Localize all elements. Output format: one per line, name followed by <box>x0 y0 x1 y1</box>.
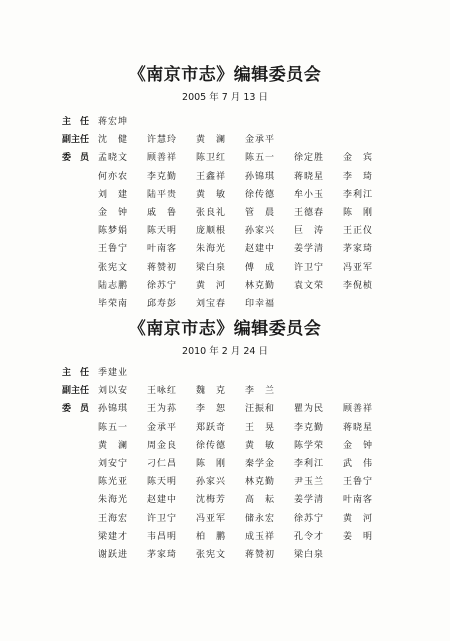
member-name: 金承平 <box>147 422 178 433</box>
member-row <box>62 186 392 204</box>
member-name: 茅家琦 <box>343 244 374 255</box>
role-label-spacer <box>62 295 98 313</box>
member-name: 孙锦琪 <box>245 171 276 182</box>
member-name: 孙家兴 <box>196 477 227 488</box>
member-name: 陈 刚 <box>343 207 374 218</box>
member-row <box>62 437 392 455</box>
member-name: 刘宝春 <box>196 298 227 309</box>
member-name: 季建业 <box>98 368 129 378</box>
member-name: 谢跃进 <box>98 549 129 560</box>
member-name: 孟晓文 <box>98 153 129 164</box>
role-list <box>62 364 392 564</box>
member-name: 王咏红 <box>147 386 178 397</box>
role-label-spacer <box>62 240 98 258</box>
section-title: 《南京市志》编辑委员会 <box>128 65 322 85</box>
member-name: 姜学清 <box>294 495 325 506</box>
member-names <box>98 168 392 186</box>
member-name: 韦昌明 <box>147 531 178 542</box>
member-name: 陈光亚 <box>98 477 129 488</box>
member-name: 陈五一 <box>98 422 129 433</box>
member-name: 金 钟 <box>98 207 129 218</box>
member-name: 刘以安 <box>98 386 129 397</box>
member-name: 魏 克 <box>196 386 227 397</box>
member-name: 庞顺根 <box>196 226 227 237</box>
role-label-spacer <box>62 510 98 528</box>
member-name: 李倪桢 <box>343 280 374 291</box>
member-names <box>98 277 392 295</box>
member-row <box>62 419 392 437</box>
member-name: 梁白泉 <box>196 262 227 273</box>
member-name: 刁仁昌 <box>147 458 178 469</box>
member-name: 冯亚军 <box>343 262 374 273</box>
role-list <box>62 113 392 313</box>
member-names <box>98 113 392 131</box>
member-name: 朱海光 <box>98 495 129 506</box>
member-name: 许卫宁 <box>294 262 325 273</box>
member-name: 陈梦娟 <box>98 226 129 237</box>
member-row <box>62 491 392 509</box>
section-date: 2010 年 2 月 24 日 <box>182 346 268 357</box>
member-name: 许卫宁 <box>147 513 178 524</box>
member-name: 巨 涛 <box>294 226 325 237</box>
section-date: 2005 年 7 月 13 日 <box>182 92 268 103</box>
member-name: 王海宏 <box>98 513 129 524</box>
member-name: 袁文荣 <box>294 280 325 291</box>
member-name: 戚 鲁 <box>147 207 178 218</box>
member-name: 姜 明 <box>343 531 374 542</box>
member-name: 孔令才 <box>294 531 325 542</box>
member-row <box>62 168 392 186</box>
member-row <box>62 510 392 528</box>
member-names <box>98 546 392 564</box>
member-name: 徐苏宁 <box>294 513 325 524</box>
member-name: 徐苏宁 <box>147 280 178 291</box>
member-name: 许慧玲 <box>147 135 178 146</box>
member-name: 叶南客 <box>343 495 374 506</box>
member-names <box>98 222 392 240</box>
member-name: 李克勤 <box>147 171 178 182</box>
member-name: 黄 敏 <box>245 440 276 451</box>
member-name: 瞿为民 <box>294 404 325 415</box>
member-name: 沈梅芳 <box>196 495 227 506</box>
role-label-spacer <box>62 491 98 509</box>
member-row <box>62 222 392 240</box>
role-label: 主 任 <box>62 368 90 378</box>
member-row <box>62 382 392 400</box>
member-name: 郑跃奇 <box>196 422 227 433</box>
member-names <box>98 149 392 167</box>
member-names <box>98 455 392 473</box>
member-row <box>62 295 392 313</box>
member-name: 周金良 <box>147 440 178 451</box>
member-names <box>98 419 392 437</box>
member-name: 陈天明 <box>147 477 178 488</box>
member-name: 何亦农 <box>98 171 129 182</box>
member-name: 柏 鹏 <box>196 531 227 542</box>
member-name: 陈天明 <box>147 226 178 237</box>
member-name: 黄 澜 <box>196 135 227 146</box>
member-name: 王为荪 <box>147 404 178 415</box>
member-name: 梁建才 <box>98 531 129 542</box>
member-name: 赵建中 <box>245 244 276 255</box>
member-name: 徐传德 <box>196 440 227 451</box>
committee-section-2010 <box>0 318 450 560</box>
role-label-spacer <box>62 222 98 240</box>
role-label: 副主任 <box>62 386 90 397</box>
role-label-spacer <box>62 186 98 204</box>
member-name: 叶南客 <box>147 244 178 255</box>
member-names <box>98 259 392 277</box>
member-name: 沈 健 <box>98 135 129 146</box>
role-label: 主 任 <box>62 117 90 127</box>
member-name: 尹玉兰 <box>294 477 325 488</box>
member-name: 冯亚军 <box>196 513 227 524</box>
member-name: 王 晃 <box>245 422 276 433</box>
member-name: 黄 河 <box>196 280 227 291</box>
member-name: 孙家兴 <box>245 226 276 237</box>
member-names <box>98 186 392 204</box>
member-name: 成玉祥 <box>245 531 276 542</box>
role-label: 副主任 <box>62 135 90 146</box>
member-row <box>62 277 392 295</box>
member-names <box>98 400 392 418</box>
role-label-spacer <box>62 168 98 186</box>
member-names <box>98 131 392 149</box>
member-name: 顾善祥 <box>147 153 178 164</box>
member-name: 李克勤 <box>294 422 325 433</box>
member-name: 刘 建 <box>98 189 129 200</box>
member-name: 秦学金 <box>245 458 276 469</box>
member-name: 陈学荣 <box>294 440 325 451</box>
member-name: 张良礼 <box>196 207 227 218</box>
member-name: 李利江 <box>343 189 374 200</box>
member-name: 蒋晓星 <box>294 171 325 182</box>
member-name: 黄 敏 <box>196 189 227 200</box>
role-label-spacer <box>62 473 98 491</box>
member-name: 梁白泉 <box>294 549 325 560</box>
member-name: 王鲁宁 <box>343 477 374 488</box>
member-name: 金 宾 <box>343 153 374 164</box>
member-row <box>62 473 392 491</box>
member-name: 李利江 <box>294 458 325 469</box>
role-label-spacer <box>62 259 98 277</box>
member-name: 黄 河 <box>343 513 374 524</box>
member-names <box>98 491 392 509</box>
member-name: 林克勤 <box>245 477 276 488</box>
member-name: 汪振和 <box>245 404 276 415</box>
member-name: 朱海光 <box>196 244 227 255</box>
member-name: 李 兰 <box>245 386 276 397</box>
member-name: 牟小玉 <box>294 189 325 200</box>
member-row <box>62 149 392 167</box>
member-name: 孙锦琪 <box>98 404 129 415</box>
committee-section-2005 <box>0 64 450 309</box>
member-name: 陈五一 <box>245 153 276 164</box>
member-row <box>62 204 392 222</box>
member-name: 陈卫红 <box>196 153 227 164</box>
member-row <box>62 455 392 473</box>
role-label-spacer <box>62 277 98 295</box>
member-name: 王德春 <box>294 207 325 218</box>
member-name: 黄 澜 <box>98 440 129 451</box>
member-row <box>62 546 392 564</box>
role-label-spacer <box>62 546 98 564</box>
member-names <box>98 528 392 546</box>
member-names <box>98 240 392 258</box>
member-name: 武 伟 <box>343 458 374 469</box>
member-name: 王正仪 <box>343 226 374 237</box>
member-row <box>62 240 392 258</box>
member-name: 蒋赞初 <box>245 549 276 560</box>
role-label-spacer <box>62 455 98 473</box>
member-name: 李 恕 <box>196 404 227 415</box>
member-name: 蒋赞初 <box>147 262 178 273</box>
member-names <box>98 204 392 222</box>
member-name: 金 钟 <box>343 440 374 451</box>
member-name: 姜学清 <box>294 244 325 255</box>
member-row <box>62 131 392 149</box>
member-name: 徐传德 <box>245 189 276 200</box>
member-name: 茅家琦 <box>147 549 178 560</box>
member-name: 林克勤 <box>245 280 276 291</box>
role-label-spacer <box>62 204 98 222</box>
member-name: 高 耘 <box>245 495 276 506</box>
member-names <box>98 295 392 313</box>
member-name: 傅 成 <box>245 262 276 273</box>
member-name: 王鲁宁 <box>98 244 129 255</box>
member-names <box>98 510 392 528</box>
member-name: 陆平贵 <box>147 189 178 200</box>
member-name: 蒋宏坤 <box>98 117 129 127</box>
member-name: 陈 刚 <box>196 458 227 469</box>
member-name: 刘安宁 <box>98 458 129 469</box>
role-label: 委 员 <box>62 153 90 164</box>
member-name: 李 琦 <box>343 171 374 182</box>
member-names <box>98 364 392 382</box>
member-name: 顾善祥 <box>343 404 374 415</box>
member-name: 金承平 <box>245 135 276 146</box>
member-name: 赵建中 <box>147 495 178 506</box>
section-title: 《南京市志》编辑委员会 <box>128 319 322 339</box>
member-name: 陆志鹏 <box>98 280 129 291</box>
member-row <box>62 113 392 131</box>
member-row <box>62 364 392 382</box>
member-name: 管 晨 <box>245 207 276 218</box>
member-row <box>62 400 392 418</box>
member-name: 储永宏 <box>245 513 276 524</box>
role-label-spacer <box>62 437 98 455</box>
member-names <box>98 382 392 400</box>
member-names <box>98 437 392 455</box>
member-row <box>62 259 392 277</box>
member-name: 蒋晓星 <box>343 422 374 433</box>
member-name: 张宪文 <box>196 549 227 560</box>
member-name: 印幸福 <box>245 298 276 309</box>
member-name: 徐定胜 <box>294 153 325 164</box>
member-name: 王鑫祥 <box>196 171 227 182</box>
member-row <box>62 528 392 546</box>
role-label-spacer <box>62 419 98 437</box>
member-names <box>98 473 392 491</box>
member-name: 毕荣南 <box>98 298 129 309</box>
role-label: 委 员 <box>62 404 90 415</box>
member-name: 邱寿彭 <box>147 298 178 309</box>
member-name: 张宪文 <box>98 262 129 273</box>
role-label-spacer <box>62 528 98 546</box>
